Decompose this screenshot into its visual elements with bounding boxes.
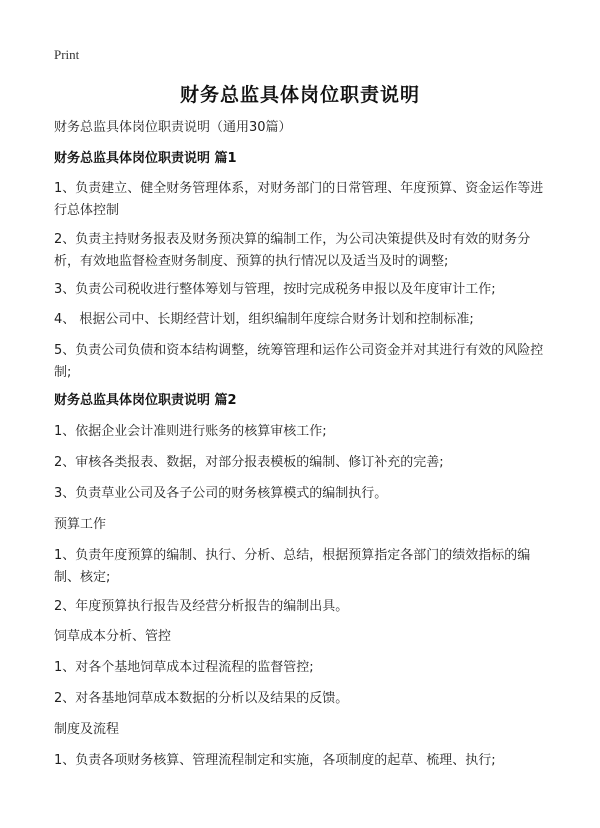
section-1-item-3: 3、负责公司税收进行整体筹划与管理，按时完成税务申报以及年度审计工作; <box>54 282 496 297</box>
section-1-item-5: 5、负责公司负债和资本结构调整，统筹管理和运作公司资金并对其进行有效的风险控制; <box>54 343 544 380</box>
section-2-heading: 财务总监具体岗位职责说明 篇2 <box>54 393 237 408</box>
budget-subheading: 预算工作 <box>54 517 107 532</box>
section-2-item-3: 3、负责草业公司及各子公司的财务核算模式的编制执行。 <box>54 486 388 501</box>
section-1-heading: 财务总监具体岗位职责说明 篇1 <box>54 151 237 166</box>
section-2-item-2: 2、审核各类报表、数据，对部分报表模板的编制、修订补充的完善; <box>54 455 444 470</box>
budget-item-2: 2、年度预算执行报告及经营分析报告的编制出具。 <box>54 599 349 614</box>
section-2-item-1: 1、依据企业会计准则进行账务的核算审核工作; <box>54 424 327 439</box>
feed-cost-item-1: 1、对各个基地饲草成本过程流程的监督管控; <box>54 660 314 675</box>
section-1-item-1: 1、负责建立、健全财务管理体系，对财务部门的日常管理、年度预算、资金运作等进行总体控制 <box>54 181 544 218</box>
section-1-item-2: 2、负责主持财务报表及财务预决算的编制工作，为公司决策提供及时有效的财务分析，有效地监督检查财务制度、预算的执行情况以及适当及时的调整; <box>54 232 531 269</box>
document-subtitle: 财务总监具体岗位职责说明（通用30篇） <box>54 120 292 135</box>
system-item-1: 1、负责各项财务核算、管理流程制定和实施，各项制度的起草、梳理、执行; <box>54 753 496 768</box>
budget-item-1: 1、负责年度预算的编制、执行、分析、总结，根据预算指定各部门的绩效指标的编制、核定; <box>54 548 531 585</box>
feed-cost-item-2: 2、对各基地饲草成本数据的分析以及结果的反馈。 <box>54 691 349 706</box>
section-1-item-4: 4、 根据公司中、长期经营计划，组织编制年度综合财务计划和控制标准; <box>54 312 474 327</box>
feed-cost-subheading: 饲草成本分析、管控 <box>54 629 172 644</box>
system-subheading: 制度及流程 <box>54 722 120 737</box>
print-label: Print <box>54 47 80 62</box>
document-title: 财务总监具体岗位职责说明 <box>179 84 420 106</box>
